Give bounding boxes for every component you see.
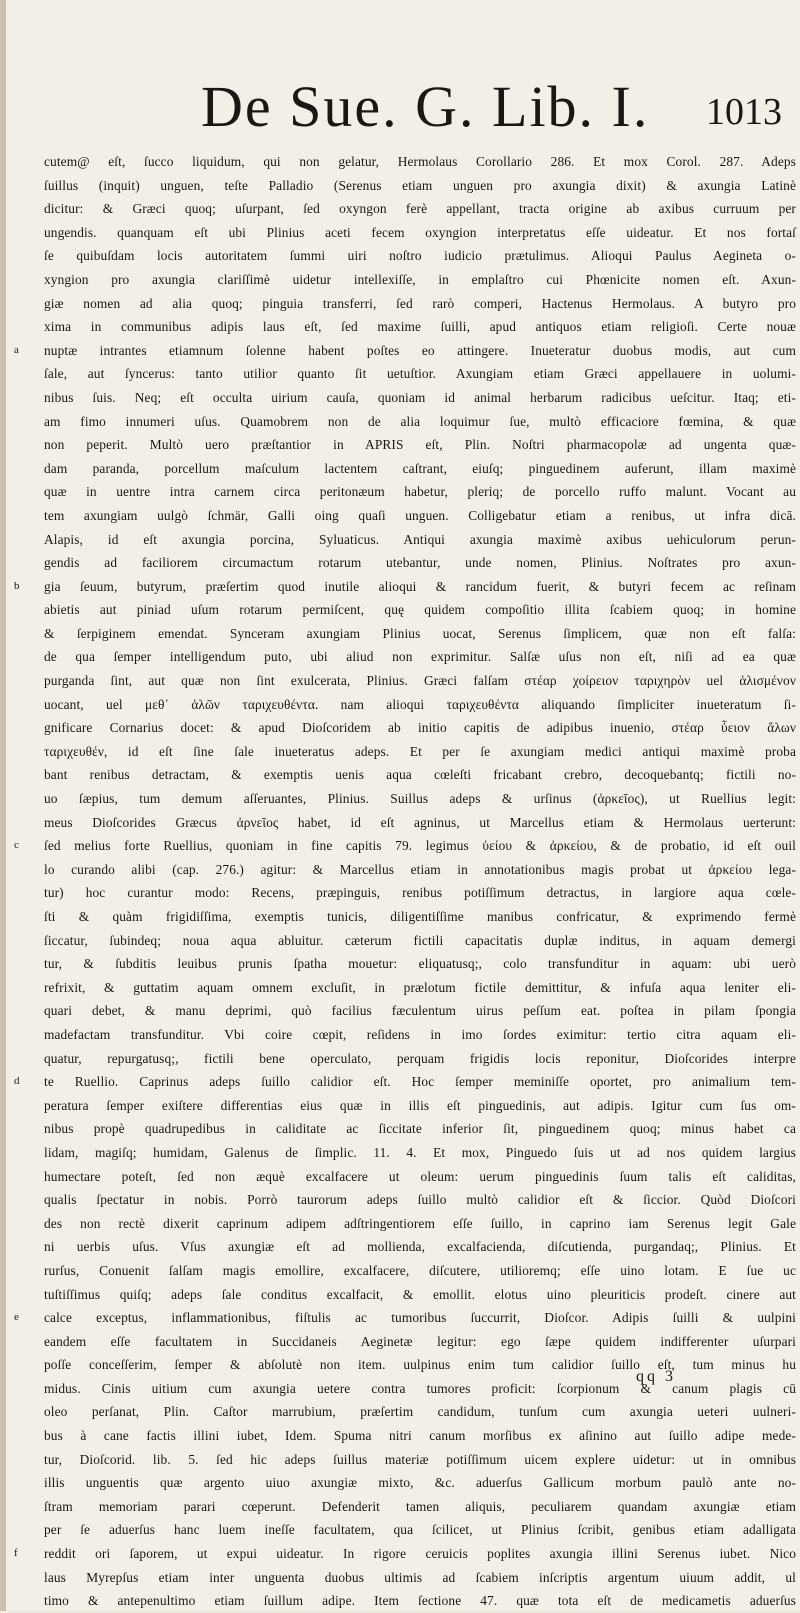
line-text: qualis ſpectatur in nobis. Porrò taurorum adeps ſuillo multò calidior eſt & ſiccior. Quòd Dioſcori [44, 1192, 796, 1208]
text-line [44, 1400, 796, 1424]
page-number: 1013 [706, 91, 782, 133]
line-text: lo curando alibi (cap. 276.) agitur: & Marcellus etiam in annotationibus magis probat ut ἀρκείου lega- [44, 861, 796, 877]
text-line [44, 952, 796, 976]
line-text: nibus propè quadrupedibus in caliditate ac ſiccitate inferior ſit, pinguedinem quoq; minus habet ca [44, 1121, 796, 1137]
text-line [44, 645, 796, 669]
text-line [14, 1542, 796, 1566]
text-line [44, 1566, 796, 1590]
line-text: am fimo innumeri uſus. Quamobrem non de alia loquimur ſue, multò efficaciore fœmina, & quæ [44, 413, 796, 429]
line-text: de qua ſemper intelligendum puto, ubi aliud non exprimitur. Salſæ uſus non eſt, niſi ad ea quæ [44, 649, 796, 665]
line-text: tur) hoc curantur modo: Recens, præpinguis, renibus potiſſimum detractus, in largiore aqua cœle- [44, 885, 796, 901]
line-text: eandem eſſe facultatem in Succidaneis Aeginetæ legitur: ego ſæpe quidem indifferenter uſurpari [44, 1333, 796, 1349]
line-text: ſale, aut ſyncerus: tanto utilior quanto ſit uetuſtior. Axungiam etiam Græci appellauere in uolumi- [44, 366, 796, 382]
line-text: abietis aut piniad uſum rotarum permiſcent, quę quidem compoſitio illita ſcabiem quoq; in homine [44, 602, 796, 618]
margin-mark: b [14, 579, 20, 592]
line-text: rurſus, Conuenit ſalſam magis emollire, excalfacere, diſcutere, utilioremq; eſſe uino lotam. E ſue uc [44, 1262, 796, 1278]
line-text: ſed melius forte Ruellius, quoniam in fine capitis 79. legimus ὑείου & ἀρκείου, & de probatio, id eſt ouil [44, 838, 796, 854]
text-line [44, 244, 796, 268]
line-text: quæ in uentre intra carnem circa peritonæum habetur, pleriq; de porcello ruffo malunt. Vocant au [44, 484, 796, 500]
text-line [44, 716, 796, 740]
text-line [44, 386, 796, 410]
text-line [44, 740, 796, 764]
text-line [44, 362, 796, 386]
text-line [44, 1235, 796, 1259]
text-line [44, 811, 796, 835]
line-text: xima in communibus adipis laus eſt, ſed maxime ſuilli, apud antiquos etiam religioſi. Certe nouæ [44, 319, 796, 335]
line-text: dicitur: & Græci quoq; uſurpant, ſed oxyngon ferè appellant, tracta origine ab axibus curruum per [44, 201, 796, 217]
text-line [44, 1117, 796, 1141]
text-line [44, 221, 796, 245]
margin-mark: e [14, 1311, 19, 1324]
text-line [44, 1047, 796, 1071]
text-line [44, 669, 796, 693]
line-text: lidam, magiſq; humidam, Galenus de ſimplic. 11. 4. Et mox, Pinguedo ſuis ut ad nos quidem largius [44, 1144, 796, 1160]
text-line [44, 999, 796, 1023]
text-line [14, 339, 796, 363]
text-column [14, 150, 796, 1613]
line-text: nibus ſuis. Neq; eſt occulta uirium cauſa, quoniam id animal herbarum radicibus ueſcitur. Itaq; eti- [44, 389, 796, 405]
line-text: ungendis. quanquam eſt ubi Plinius aceti fecem oxyngion interpretatus eſſe uideatur. Et nos fortaſ [44, 224, 796, 240]
text-line [44, 197, 796, 221]
line-text: madefactam transfunditur. Vbi coire cœpit, reſidens in imo ſordes eximitur: tertio citra aquam eli- [44, 1026, 796, 1042]
text-line [44, 1424, 796, 1448]
line-text: nuptæ intrantes etiamnum ſolenne habent poſtes eo attingere. Inueteratur duobus modis, aut cum [44, 342, 796, 358]
text-line [14, 1306, 796, 1330]
line-text: Alapis, id eſt axungia porcina, Syluaticus. Antiqui axungia maximè axibus uehiculorum perun- [44, 531, 796, 547]
text-line [14, 575, 796, 599]
text-line [14, 834, 796, 858]
line-text: ταριχευθέν, id eſt ſine ſale inueteratus adeps. Et per ſe axungiam medici antiqui maximè proba [44, 743, 796, 759]
line-text: gendis ad faciliorem circumactum rotarum utebantur, unde nomen, Plinius. Noſtrates pro axun- [44, 555, 796, 571]
line-text: uocant, uel μεθ᾽ ἁλῶν ταριχευθέντα. nam alioqui ταριχευθέντα aliquando ſimpliciter inueteratum ſi- [44, 696, 796, 712]
text-line [44, 905, 796, 929]
line-text: tur, Dioſcorid. lib. 5. ſed hic adeps ſuillus materiæ potiſſimum uicem explere uidetur: ut in omnibus [44, 1451, 796, 1467]
text-line [44, 1377, 796, 1401]
line-text: meus Dioſcorides Græcus ἀρνεῖος habet, id eſt agninus, ut Marcellus etiam & Hermolaus uerterunt: [44, 814, 796, 830]
line-text: ſuillus (inquit) unguen, teſte Palladio (Serenus etiam unguen pro axungia dixit) & axungia Latinè [44, 177, 796, 193]
line-text: bant renibus detractam, & exemptis uenis aqua cœleſti fricabant crebro, decoquebantq; fictili no- [44, 767, 796, 783]
text-line [14, 1070, 796, 1094]
line-text: te Ruellio. Caprinus adeps ſuillo calidior eſt. Hoc ſemper meminiſſe oportet, pro animalium tem- [44, 1074, 796, 1090]
text-line [44, 1094, 796, 1118]
text-line [44, 1141, 796, 1165]
line-text: reddit ori ſaporem, ut expui uideatur. In rigore ceruicis poplites axungia illini Serenus iubet. Nico [44, 1546, 796, 1562]
line-text: tem axungiam uulgò ſchmär, Galli oing quaſi unguen. Colligebatur etiam a renibus, ut infra dicā. [44, 507, 796, 523]
margin-mark: c [14, 839, 19, 852]
running-header [201, 72, 782, 142]
line-text: tur, & ſubditis leuibus prunis ſpatha mouetur: eliquatusq;, colo transfunditur in aquam: ubi uerò [44, 956, 796, 972]
text-line [44, 622, 796, 646]
text-line [44, 480, 796, 504]
line-text: gnificare Cornarius docet: & apud Dioſcoridem ab initio capitis de adipibus inuenio, στέαρ ὗειον ἄλων [44, 720, 796, 736]
line-text: refrixit, & guttatim aquam omnem excluſit, in prælotum fictile demittitur, & infuſa aqua leniter eli- [44, 979, 796, 995]
text-line [44, 457, 796, 481]
signature-mark: qq 3 [636, 1368, 676, 1385]
line-text: gia ſeuum, butyrum, præſertim quod inutile alioqui & rancidum fuerit, & butyri fecem ac reſinam [44, 578, 796, 594]
text-line [44, 1330, 796, 1354]
line-text: ſti & quàm frigidiſſima, exemptis tunicis, diligentiſſime manibus confricatur, & exprimendo fermè [44, 909, 796, 924]
text-line [44, 1188, 796, 1212]
line-text: uo ſæpius, tum demum aſſeruantes, Plinius. Suillus adeps & urſinus (ἀρκεῖος), ut Ruellius legit: [44, 791, 796, 807]
text-line [44, 1283, 796, 1307]
line-text: quari debet, & manu deprimi, quò facilius fæculentum uirus peſſum eat. poſtea in pilam ſpongia [44, 1003, 796, 1019]
line-text: & ſerpiginem emendat. Synceram axungiam Plinius uocat, Serenus ſimplicem, quæ non eſt falſa: [44, 625, 796, 641]
text-line [44, 787, 796, 811]
line-text: bus à cane factis illini iubet, Idem. Spuma nitri canum morſibus ex aſinino aut ſuillo adipe mede- [44, 1428, 796, 1444]
text-line [44, 976, 796, 1000]
text-line [44, 881, 796, 905]
text-line [44, 598, 796, 622]
text-line [44, 1212, 796, 1236]
line-text: illis unguentis quæ argento uiuo axungiæ mixto, &c. aduerſus Gallicum morbum paulò ante no- [44, 1475, 796, 1491]
line-text: des non rectè dixerit caprinum adipem adſtringentiorem eſſe ſuillo, in caprino iam Serenus legit Gale [44, 1215, 796, 1231]
line-text: ſtram memoriam parari cœperunt. Defenderit tamen aliquis, peculiarem quandam axungiæ etiam [44, 1498, 796, 1514]
line-text: ſiccatur, ſubindeq; noua aqua abluitur. cæterum fictili capacitatis duplæ inditus, in aquam demergi [44, 932, 796, 948]
line-text: ſe quibuſdam locis autoritatem ſummi uiri noſtro iudicio prætulimus. Alioqui Paulus Aegineta o- [44, 248, 796, 264]
text-line [44, 763, 796, 787]
text-line [44, 1471, 796, 1495]
line-text: laus Myrepſus etiam inter unguenta duobus ultimis ad ſcabiem inſcriptis argentum uiuum addit, ul [44, 1569, 796, 1585]
line-text: timo & antepenultimo etiam ſuillum adipe. Item ſectione 47. quæ tota eſt de medicametis aduerſus [44, 1593, 796, 1609]
margin-mark: f [14, 1547, 18, 1560]
line-text: ni uerbis uſus. Vſus axungiæ eſt ad mollienda, excalfacienda, diſcutienda, purgandaq;, Plinius. Et [44, 1239, 796, 1255]
text-line [44, 551, 796, 575]
line-text: per ſe aduerſus hanc luem ineſſe facultatem, qua ſcilicet, ut Plinius ſcribit, genibus etiam adalligata [44, 1522, 796, 1538]
text-line [44, 1353, 796, 1377]
text-line [44, 858, 796, 882]
text-line [44, 1259, 796, 1283]
text-line [44, 433, 796, 457]
text-line [44, 1448, 796, 1472]
text-line [44, 1165, 796, 1189]
margin-mark: d [14, 1075, 20, 1088]
text-line [44, 504, 796, 528]
page-title: De Sue. G. Lib. I. [201, 74, 650, 139]
line-text: humectare poteſt, ſed non æquè excalfacere ut oleum: uerum pinguedinis ſuum talis eſt caliditas, [44, 1168, 796, 1184]
text-line [44, 1495, 796, 1519]
line-text: quatur, repurgatusq;, fictili bene operculato, perquam frigidis locis reponitur, Dioſcorides interpre [44, 1050, 796, 1066]
line-text: tuſtiſſimus quiſq; adeps ſale conditus excalfacit, & emollit. elotus uino pleuriticis prodeſt. cinere aut [44, 1286, 796, 1302]
text-line [44, 292, 796, 316]
text-line [44, 315, 796, 339]
line-text: purganda ſint, aut quæ non ſint exulcerata, Plinius. Græci falſam στέαρ χοίρειον ταριχηρὸν uel ἁλισμένον [44, 673, 796, 689]
line-text: xyngion pro axungia clariſſimè uidetur intellexiſſe, in emplaſtro cui Phœnicite nomen eſt. Axun- [44, 271, 796, 287]
text-line [44, 1589, 796, 1613]
line-text: oleo perſanat, Plin. Caſtor marrubium, præſertim candidum, tunſum cum axungia ueteri uulneri- [44, 1404, 796, 1420]
text-line [44, 174, 796, 198]
text-line [44, 410, 796, 434]
line-text: peratura ſemper exiſtere differentias eius quæ in illis eſt pinguedinis, aut adipis. Igitur cum ſus om- [44, 1097, 796, 1113]
line-text: calce exceptus, inflammationibus, fiſtulis ac tumoribus ſuccurrit, Dioſcor. Adipis ſuilli & uulpini [44, 1310, 796, 1326]
text-line [44, 693, 796, 717]
text-line [44, 268, 796, 292]
text-line [44, 1023, 796, 1047]
line-text: poſſe conceſſerim, ſemper & abſolutè non item. uulpinus enim tum calidior ſuillo eſt, tum minus hu [44, 1357, 796, 1373]
text-line [44, 528, 796, 552]
line-text: midus. Cinis uitium cum axungia uetere contra tumores proficit: ſcorpionum & canum plagis cū [44, 1380, 796, 1396]
line-text: non peperit. Multò uero præſtantior in APRIS eſt, Plin. Noſtri pharmacopolæ ad ungenta quæ- [44, 437, 796, 453]
text-line [44, 929, 796, 953]
text-line [44, 1518, 796, 1542]
line-text: giæ nomen ad alia quoq; pinguia transferri, ſed rarò comperi, Hactenus Hermolaus. A butyro pro [44, 295, 796, 311]
text-line [44, 150, 796, 174]
line-text: cutem@ eſt, ſucco liquidum, qui non gelatur, Hermolaus Corollario 286. Et mox Corol. 287. Adeps [44, 154, 796, 169]
margin-mark: a [14, 343, 19, 356]
line-text: dam paranda, porcellum maſculum lactentem caſtrant, eiuſq; pinguedinem auferunt, illam maximè [44, 460, 796, 476]
